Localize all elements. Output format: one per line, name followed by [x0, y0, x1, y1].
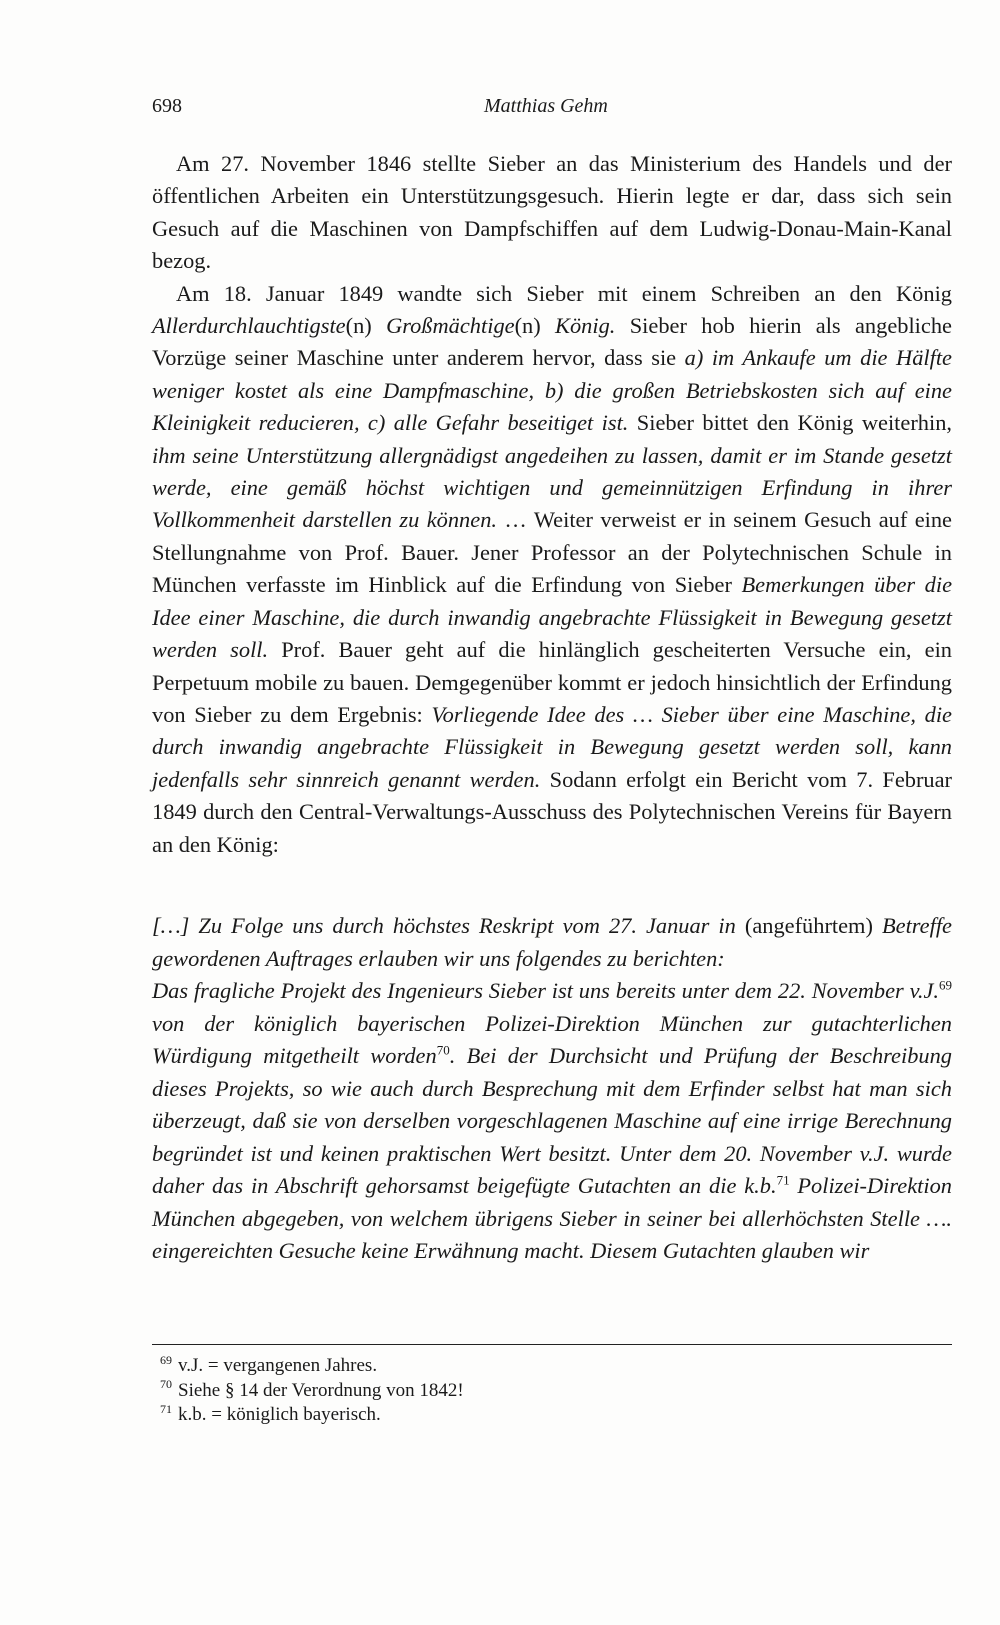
quote-run: Das fragliche Projekt des Ingenieurs Sieber ist uns bereits unter dem 22. November v.J. — [152, 978, 939, 1003]
footnote-number: 70 — [160, 1377, 172, 1392]
text-run: (n) — [345, 313, 387, 339]
italic-run: a) im Ankaufe um die Hälfte weniger kostet als eine Dampfmaschine, b) die großen Betriebskosten sich auf eine Kleinigkeit reducieren, c) alle Gefahr beseitiget ist. — [152, 345, 952, 436]
quote-run: von der königlich bayerischen Polizei-Direktion München zur gutachterlichen Würdigung mitgetheilt worden — [152, 1010, 952, 1068]
text-run: … Weiter verweist er in seinem Gesuch auf eine Stellungnahme von Prof. Bauer. Jener Professor an der Polytechnischen Schule in München verfasste im Hinblick auf die Erfindung von Sieber — [152, 507, 952, 598]
italic-run: Bemerkungen über die Idee einer Maschine, die durch inwandig angebrachte Flüssigkeit in Bewegung gesetzt werden soll. — [152, 572, 953, 663]
italic-run: ihm seine Unterstützung allergnädigst angedeihen zu lassen, damit er im Stande gesetzt werde, eine gemäß höchst wichtigen und gemeinnützigen Erfindung in ihrer Vollkommenheit darstellen zu können. — [152, 442, 952, 533]
quote-paragraph-1 — [152, 910, 952, 975]
quote-run: Polizei-Direktion München abgegeben, von welchem übrigens Sieber in seiner bei allerhöchsten Stelle …. eingereichten Gesuche keine Erwähnung macht. Diesem Gutachten glauben wir — [152, 1173, 952, 1263]
footnote-text: k.b. = königlich bayerisch. — [178, 1404, 381, 1425]
text-run: Sieber hob hierin als angebliche Vorzüge seiner Maschine unter anderem hervor, dass sie — [152, 313, 952, 371]
page-number: 698 — [152, 95, 182, 117]
text-run: (n) — [514, 313, 556, 339]
text-run: Am 18. Januar 1849 wandte sich Sieber mit einem Schreiben an den König — [176, 280, 952, 306]
footnote-69 — [160, 1354, 940, 1379]
footnote-ref-69[interactable]: 69 — [939, 977, 952, 993]
italic-run: Großmächtige — [386, 313, 515, 339]
italic-run: König. — [555, 313, 616, 339]
running-head — [152, 95, 952, 123]
footnote-ref-70[interactable]: 70 — [436, 1042, 450, 1058]
footnote-divider — [152, 1344, 952, 1345]
quote-run: Betreffe gewordenen Auftrages erlauben wir uns folgendes zu berichten: — [152, 913, 952, 971]
footnote-70 — [160, 1379, 940, 1404]
quote-run: . Bei der Durchsicht und Prüfung der Beschreibung dieses Projekts, so wie auch durch Besprechung mit dem Erfinder selbst hat man sich überzeugt, daß sie von derselben vorgeschlagenen Maschine auf eine irrige Berechnung begründet ist und keinen praktischen Wert besitzt. Unter dem 20. November v.J. wurde daher das in Abschrift gehorsamst beigefügte Gutachten an die k.b. — [152, 1043, 952, 1198]
footnote-ref-71[interactable]: 71 — [776, 1172, 790, 1188]
footnote-number: 69 — [160, 1352, 172, 1367]
footnote-text: v.J. = vergangenen Jahres. — [178, 1355, 378, 1376]
paragraph-2 — [152, 278, 952, 861]
footnote-text: Siehe § 14 der Verordnung von 1842! — [178, 1379, 464, 1401]
body-text — [152, 148, 952, 861]
text-run: Prof. Bauer geht auf die hinlänglich gescheiterten Versuche ein, ein Perpetuum mobile zu bauen. Demgegenüber kommt er jedoch hinsichtlich der Erfindung von Sieber zu dem Ergebnis: — [152, 637, 952, 727]
footnotes — [160, 1354, 940, 1428]
quote-upright-run: (angeführtem) — [744, 913, 873, 938]
footnote-number: 71 — [160, 1401, 172, 1416]
paragraph-1: Am 27. November 1846 stellte Sieber an das Ministerium des Handels und der öffentlichen Arbeiten ein Unterstützungsgesuch. Hierin legte er dar, dass sich sein Gesuch auf die Maschinen von Dampfschiffen auf dem Ludwig-Donau-Main-Kanal bezog. — [152, 151, 952, 274]
italic-run: Allerdurchlauchtigste — [152, 313, 346, 339]
text-run: Sodann erfolgt ein Bericht vom 7. Februar 1849 durch den Central-Verwaltungs-Ausschuss des Polytechnischen Vereins für Bayern an den König: — [152, 766, 953, 857]
block-quote — [152, 910, 952, 1268]
footnote-71 — [160, 1403, 940, 1428]
quote-run: […] Zu Folge uns durch höchstes Reskript vom 27. Januar in — [152, 913, 745, 938]
text-run: Sieber bittet den König weiterhin, — [628, 410, 952, 436]
quote-paragraph-2 — [152, 975, 952, 1268]
running-title: Matthias Gehm — [484, 95, 608, 117]
italic-run: Vorliegende Idee des … Sieber über eine Maschine, die durch inwandig angebrachte Flüssigkeit in Bewegung gesetzt werden soll, kann jedenfalls sehr sinnreich genannt werden. — [152, 701, 953, 792]
